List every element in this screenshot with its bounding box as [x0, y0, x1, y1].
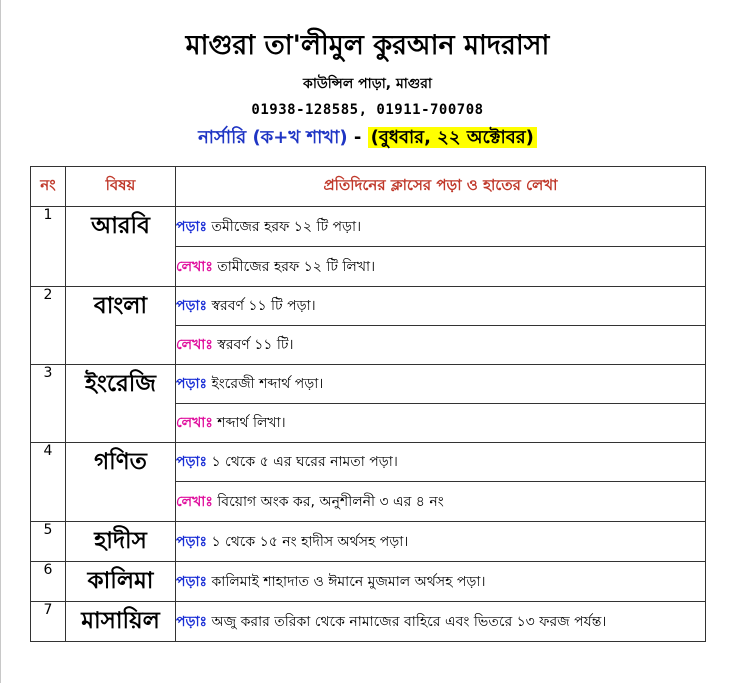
row-number: 6 — [31, 562, 66, 602]
write-task — [176, 247, 706, 287]
read-label: পড়াঃ — [176, 298, 208, 314]
write-text: স্বরবর্ণ ১১ টি। — [212, 337, 294, 353]
routine-table — [30, 166, 706, 642]
read-task — [176, 287, 706, 326]
write-label: লেখাঃ — [176, 258, 213, 275]
table-row — [31, 207, 706, 247]
read-label: পড়াঃ — [176, 613, 208, 630]
header-number: নং — [31, 167, 66, 207]
day-label: (বুধবার, ২২ অক্টোবর) — [368, 127, 537, 148]
read-task — [176, 443, 706, 482]
row-number: 7 — [31, 602, 66, 642]
table-row — [31, 365, 706, 404]
read-task — [176, 562, 706, 602]
read-text: কালিমাই শাহাদাত ও ঈমানে মুজমাল অর্থসহ পড়া। — [207, 573, 486, 590]
table-row — [31, 602, 706, 642]
read-label: পড়াঃ — [176, 454, 208, 470]
read-label: পড়াঃ — [176, 218, 208, 235]
row-number: 3 — [31, 365, 66, 443]
read-task — [176, 365, 706, 404]
table-row — [31, 522, 706, 562]
row-subject: ইংরেজি — [66, 365, 176, 443]
heading-separator: - — [347, 127, 368, 148]
row-subject: কালিমা — [66, 562, 176, 602]
read-task — [176, 602, 706, 642]
row-subject: হাদীস — [66, 522, 176, 562]
read-task — [176, 522, 706, 562]
class-day-heading — [0, 124, 735, 152]
read-text: তমীজের হরফ ১২ টি পড়া। — [207, 218, 362, 235]
read-text: ইংরেজী শব্দার্থ পড়া। — [207, 376, 324, 392]
row-subject: গণিত — [66, 443, 176, 522]
read-text: অজু করার তরিকা থেকে নামাজের বাহিরে এবং ভিতরে ১৩ ফরজ পর্যন্ত। — [207, 613, 607, 630]
header-task: প্রতিদিনের ক্লাসের পড়া ও হাতের লেখা — [176, 167, 706, 207]
write-text: তামীজের হরফ ১২ টি লিখা। — [212, 258, 376, 275]
row-subject: মাসায়িল — [66, 602, 176, 642]
read-task — [176, 207, 706, 247]
institution-address: কাউন্সিল পাড়া, মাগুরা — [303, 76, 432, 92]
read-text: ১ থেকে ১৫ নং হাদীস অর্থসহ পড়া। — [207, 533, 409, 550]
institution-phones: 01938-128585, 01911-700708 — [251, 102, 484, 118]
write-task — [176, 326, 706, 365]
read-label: পড়াঃ — [176, 376, 208, 392]
table-row — [31, 443, 706, 482]
write-task — [176, 404, 706, 443]
write-text: শব্দার্থ লিখা। — [212, 415, 286, 431]
row-number: 5 — [31, 522, 66, 562]
write-label: লেখাঃ — [176, 337, 213, 353]
write-task — [176, 482, 706, 522]
table-row — [31, 562, 706, 602]
institution-title: মাগুরা তা'লীমুল কুরআন মাদরাসা — [185, 30, 550, 61]
table-header-row — [31, 167, 706, 207]
row-number: 1 — [31, 207, 66, 287]
write-label: লেখাঃ — [176, 415, 213, 431]
row-number: 4 — [31, 443, 66, 522]
read-label: পড়াঃ — [176, 573, 208, 590]
read-text: স্বরবর্ণ ১১ টি পড়া। — [207, 298, 316, 314]
read-label: পড়াঃ — [176, 533, 208, 550]
write-label: লেখাঃ — [176, 493, 213, 510]
row-subject: আরবি — [66, 207, 176, 287]
class-label: নার্সারি (ক+খ শাখা) — [198, 127, 348, 148]
table-row — [31, 287, 706, 326]
read-text: ১ থেকে ৫ এর ঘরের নামতা পড়া। — [207, 454, 398, 470]
header-subject: বিষয় — [66, 167, 176, 207]
write-text: বিয়োগ অংক কর, অনুশীলনী ৩ এর ৪ নং — [212, 493, 444, 510]
row-number: 2 — [31, 287, 66, 365]
row-subject: বাংলা — [66, 287, 176, 365]
